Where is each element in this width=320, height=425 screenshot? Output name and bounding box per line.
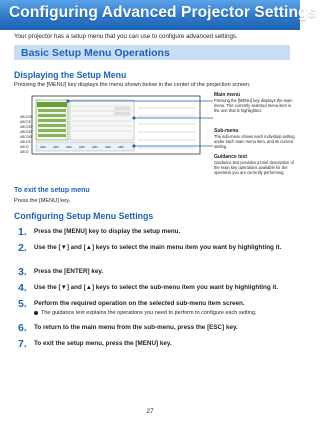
intro-text: Your projector has a setup menu that you can use to configure advanced settings. bbox=[14, 33, 238, 40]
callout-sub-menu-title: Sub-menu bbox=[214, 128, 239, 134]
svg-text:ABC: ABC bbox=[79, 145, 86, 149]
svg-text:ABCDEF: ABCDEF bbox=[20, 130, 33, 134]
displaying-heading: Displaying the Setup Menu bbox=[14, 70, 127, 80]
svg-text:ABCD: ABCD bbox=[20, 150, 29, 154]
svg-text:ABCDE: ABCDE bbox=[20, 120, 31, 124]
page-title: Configuring Advanced Projector Settings bbox=[9, 4, 317, 21]
step-text: Use the [▼] and [▲] keys to select the main menu item you want by highlighting it. bbox=[34, 244, 282, 251]
svg-text:ABC: ABC bbox=[53, 145, 60, 149]
step-number: 5. bbox=[18, 298, 27, 310]
svg-text:ABC: ABC bbox=[118, 145, 125, 149]
bullet-icon bbox=[34, 311, 38, 315]
setup-menu-figure bbox=[18, 92, 213, 158]
step-text: To exit the setup menu, press the [MENU] key. bbox=[34, 340, 172, 347]
section-bar bbox=[14, 45, 290, 60]
step-5-bullet bbox=[34, 310, 257, 316]
exit-text: Press the [MENU] key. bbox=[14, 198, 71, 204]
exit-heading: To exit the setup menu bbox=[14, 187, 90, 194]
svg-text:ABCDEF: ABCDEF bbox=[20, 135, 33, 139]
svg-text:ABC: ABC bbox=[40, 145, 47, 149]
callout-sub-menu-text: The sub-menu shows each individual setting under each main menu item, and its current setting. bbox=[214, 134, 295, 150]
step-number: 2. bbox=[18, 242, 27, 254]
displaying-text: Pressing the [MENU] key displays the menu shown below in the center of the projection screen. bbox=[14, 82, 251, 88]
step-number: 3. bbox=[18, 266, 27, 278]
svg-text:ABC: ABC bbox=[66, 145, 73, 149]
bullet-text: The guidance text explains the operations you need to perform to configure each setting. bbox=[41, 310, 257, 316]
svg-text:ABCDE: ABCDE bbox=[20, 140, 31, 144]
section-title: Basic Setup Menu Operations bbox=[21, 46, 170, 59]
svg-text:ABCDEF: ABCDEF bbox=[20, 125, 33, 129]
step-text: Use the [▼] and [▲] keys to select the sub-menu item you want by highlighting it. bbox=[34, 284, 279, 291]
callout-guidance-text: Guidance text provides a brief description of the main key operations available for the operation you are currently performing. bbox=[214, 160, 294, 176]
step-number: 7. bbox=[18, 338, 27, 350]
step-text: To return to the main menu from the sub-menu, press the [ESC] key. bbox=[34, 324, 238, 331]
callout-guidance-title: Guidance text bbox=[214, 154, 248, 160]
step-number: 1. bbox=[18, 226, 27, 238]
svg-text:ABC: ABC bbox=[92, 145, 99, 149]
step-number: 4. bbox=[18, 282, 27, 294]
callout-main-menu-title: Main menu bbox=[214, 92, 241, 98]
title-banner bbox=[0, 0, 317, 30]
page-number: 27 bbox=[146, 408, 154, 415]
configuring-heading: Configuring Setup Menu Settings bbox=[14, 211, 154, 221]
step-number: 6. bbox=[18, 322, 27, 334]
step-text: Press the [MENU] key to display the setup menu. bbox=[34, 228, 181, 235]
svg-text:ABC: ABC bbox=[105, 145, 112, 149]
step-text: Press the [ENTER] key. bbox=[34, 268, 104, 275]
svg-text:ABCD: ABCD bbox=[20, 145, 29, 149]
step-text: Perform the required operation on the selected sub-menu item screen. bbox=[34, 300, 245, 307]
setup-menu-illustration bbox=[18, 92, 213, 158]
callout-main-menu-text: Pressing the [MENU] key displays the main menu. The currently selected menu item is the one that is highlighted. bbox=[214, 98, 293, 114]
svg-text:ABCDEF: ABCDEF bbox=[20, 115, 33, 119]
